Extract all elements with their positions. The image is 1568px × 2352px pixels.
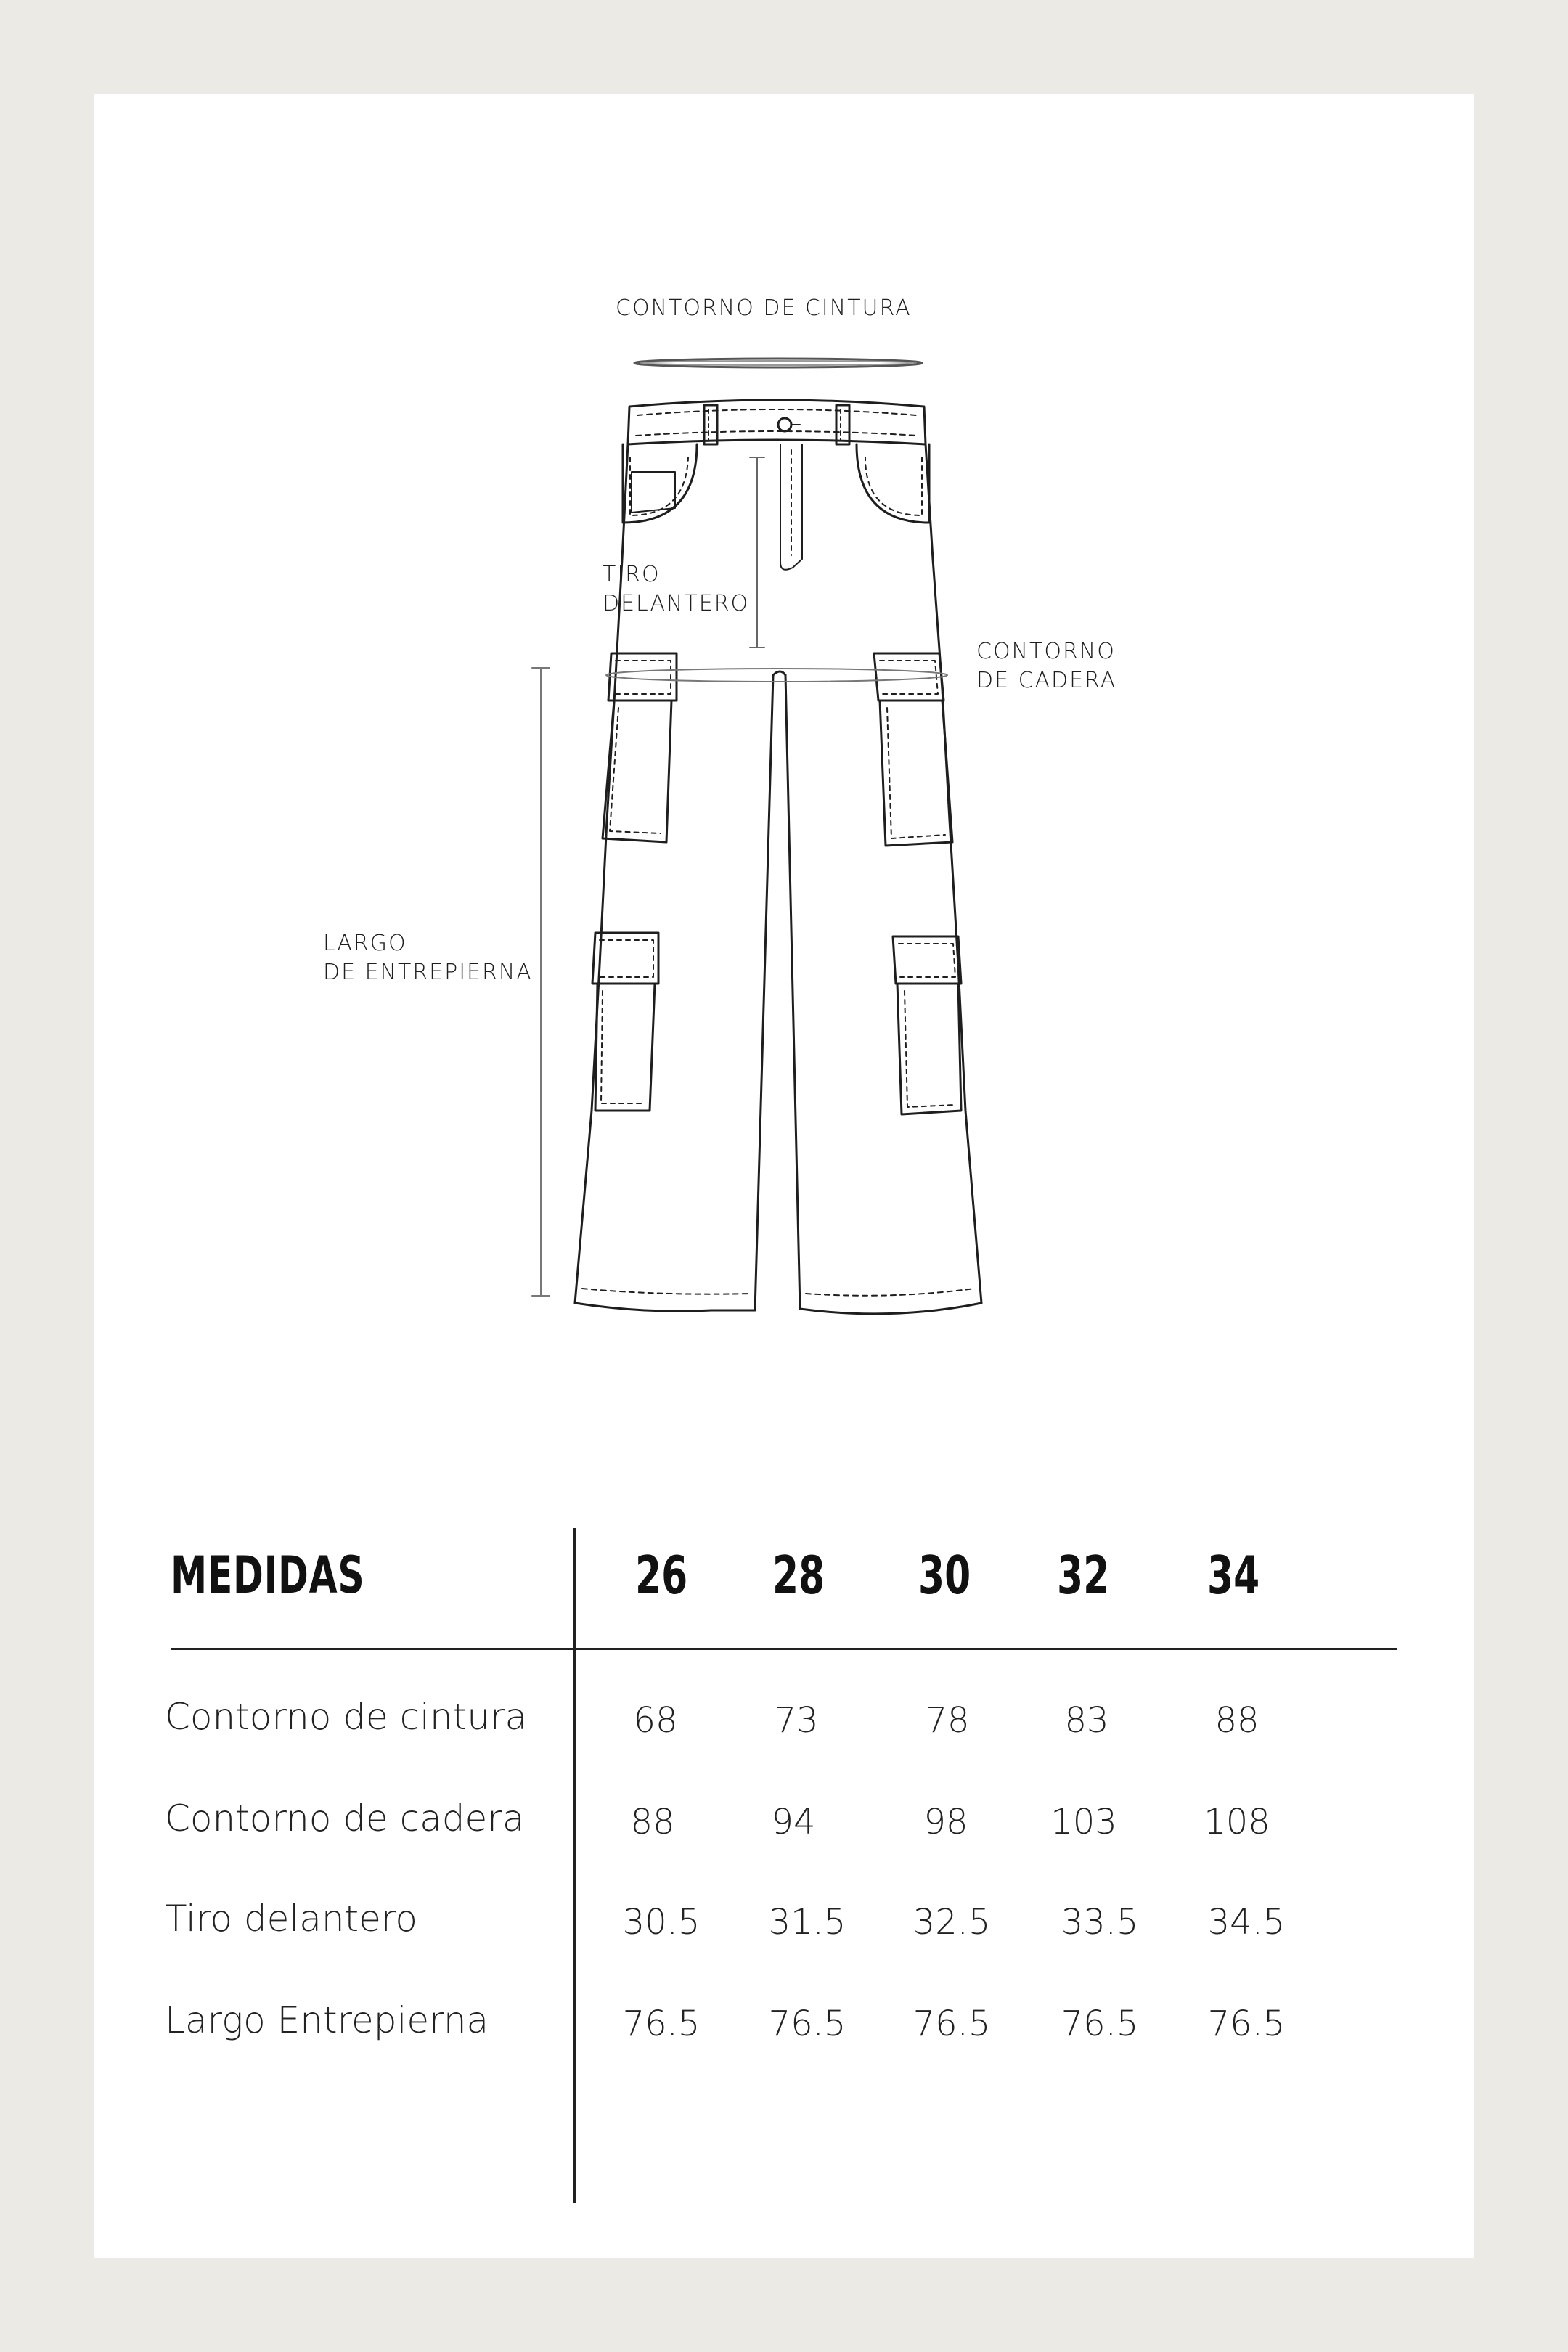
row-label-rise: Tiro delantero xyxy=(165,1898,417,1940)
table-cell: 73 xyxy=(774,1700,819,1741)
table-cell: 98 xyxy=(923,1802,968,1842)
rise-measure-line xyxy=(750,457,764,648)
hip-measure-ellipse xyxy=(606,669,947,682)
table-cell: 68 xyxy=(633,1700,678,1741)
table-heading: MEDIDAS xyxy=(171,1545,365,1605)
table-cell: 108 xyxy=(1204,1802,1270,1842)
waistband xyxy=(628,400,926,444)
table-cell: 34.5 xyxy=(1207,1902,1286,1943)
size-26-header: 26 xyxy=(634,1545,688,1606)
lower-cargo-pockets xyxy=(592,933,961,1114)
hip-label: CONTORNO DE CADERA xyxy=(976,639,1117,693)
table-cell: 76.5 xyxy=(1061,2004,1139,2044)
table-cell: 33.5 xyxy=(1061,1902,1139,1943)
pants-technical-drawing xyxy=(94,94,1474,1401)
rise-label: TIRO DELANTERO xyxy=(603,562,750,616)
table-cell: 31.5 xyxy=(768,1902,846,1943)
table-cell: 76.5 xyxy=(1207,2004,1286,2044)
table-cell: 76.5 xyxy=(912,2004,991,2044)
table-cell: 78 xyxy=(925,1700,970,1741)
table-cell: 94 xyxy=(771,1802,816,1842)
table-divider-vertical xyxy=(573,1528,576,2203)
size-34-header: 34 xyxy=(1206,1545,1260,1606)
table-cell: 83 xyxy=(1064,1700,1109,1741)
size-32-header: 32 xyxy=(1056,1545,1110,1606)
waist-measure-ellipse xyxy=(634,359,922,367)
size-30-header: 30 xyxy=(918,1545,971,1606)
table-cell: 76.5 xyxy=(622,2004,701,2044)
row-label-hip: Contorno de cadera xyxy=(165,1797,525,1839)
size-28-header: 28 xyxy=(772,1545,825,1606)
size-guide-card xyxy=(94,94,1474,2258)
table-cell: 76.5 xyxy=(768,2004,846,2044)
table-cell: 32.5 xyxy=(912,1902,991,1943)
table-cell: 103 xyxy=(1050,1802,1117,1842)
table-divider-horizontal xyxy=(171,1648,1397,1650)
inseam-measure-line xyxy=(532,668,550,1296)
inseam-label: LARGO DE ENTREPIERNA xyxy=(323,931,533,985)
front-pockets xyxy=(623,444,929,523)
row-label-waist: Contorno de cintura xyxy=(165,1696,528,1738)
table-cell: 88 xyxy=(1214,1700,1259,1741)
row-label-inseam: Largo Entrepierna xyxy=(165,1999,489,2041)
waist-label: CONTORNO DE CINTURA xyxy=(616,295,912,321)
table-cell: 88 xyxy=(630,1802,675,1842)
table-cell: 30.5 xyxy=(622,1902,701,1943)
